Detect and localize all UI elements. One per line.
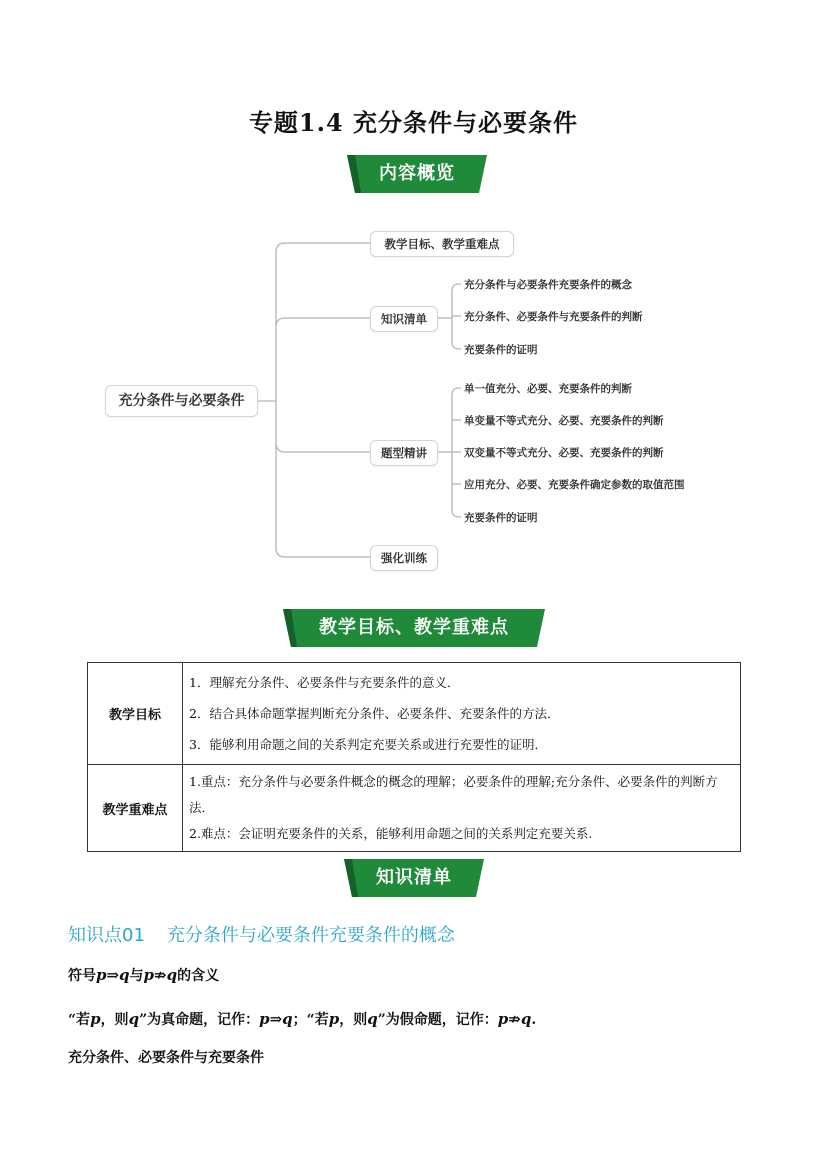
page-title: 专题1.4 充分条件与必要条件 xyxy=(248,108,579,137)
goal-line: 3．能够利用命题之间的关系判定充要关系或进行充要性的证明． xyxy=(189,737,547,752)
mindmap-branch-training: 强化训练 xyxy=(370,545,438,571)
var-p: p xyxy=(328,1010,340,1028)
text: ；“若 xyxy=(292,1012,329,1028)
banner-label: 内容概览 xyxy=(379,163,455,184)
knowledge-banner xyxy=(344,859,484,897)
var-p: p xyxy=(90,1010,101,1028)
implies-symbol: p⇒q xyxy=(259,1010,293,1028)
definition-line xyxy=(68,1009,536,1029)
table-cell xyxy=(183,663,741,765)
table-row-header: 教学重难点 xyxy=(88,765,183,852)
mindmap-leaf: 单变量不等式充分、必要、充要条件的判断 xyxy=(464,415,664,427)
text: 的含义 xyxy=(177,968,220,984)
text: ”为真命题，记作： xyxy=(139,1012,260,1028)
text: ”为假命题，记作： xyxy=(377,1012,498,1028)
goal-line: 1．理解充分条件、必要条件与充要条件的意义． xyxy=(189,675,460,690)
text: 符号 xyxy=(68,968,96,984)
text: ，则 xyxy=(339,1012,368,1028)
goals-table xyxy=(87,662,741,852)
not-implies-symbol: p⇏q xyxy=(143,966,178,984)
knowledge-point-number: 知识点01 xyxy=(68,925,145,946)
banner-label: 教学目标、教学重难点 xyxy=(319,617,509,638)
table-row-header: 教学目标 xyxy=(88,663,183,765)
implies-symbol: p⇒q xyxy=(96,966,130,984)
mindmap-leaf: 应用充分、必要、充要条件确定参数的取值范围 xyxy=(464,479,685,491)
mindmap-leaf: 充分条件与必要条件充要条件的概念 xyxy=(464,279,632,291)
text: . xyxy=(531,1012,537,1028)
mindmap-branch-question-types: 题型精讲 xyxy=(370,440,438,466)
goals-banner xyxy=(283,609,545,647)
var-q: q xyxy=(128,1010,140,1028)
difficulty-line: 2.难点：会证明充要条件的关系，能够利用命题之间的关系判定充要关系. xyxy=(189,826,593,841)
symbol-meaning-line xyxy=(68,965,219,985)
not-implies-symbol: p⇏q xyxy=(497,1010,532,1028)
var-q: q xyxy=(367,1010,378,1028)
difficulty-line: 1.重点：充分条件与必要条件概念的概念的理解；必要条件的理解;充分条件、必要条件的判断方法． xyxy=(189,774,718,815)
text: ，则 xyxy=(100,1012,129,1028)
mindmap-leaf: 单一值充分、必要、充要条件的判断 xyxy=(464,383,632,395)
mindmap-leaf: 充分条件、必要条件与充要条件的判断 xyxy=(464,311,643,323)
subheading: 充分条件、必要条件与充要条件 xyxy=(68,1050,264,1066)
mindmap-leaf: 双变量不等式充分、必要、充要条件的判断 xyxy=(464,447,664,459)
goal-line: 2．结合具体命题掌握判断充分条件、必要条件、充要条件的方法． xyxy=(189,706,560,721)
mindmap-leaf: 充要条件的证明 xyxy=(464,512,538,524)
table-cell xyxy=(183,765,741,852)
banner-label: 知识清单 xyxy=(376,867,452,888)
mindmap-branch-goals: 教学目标、教学重难点 xyxy=(370,231,514,257)
knowledge-point-heading xyxy=(68,921,477,947)
mindmap-branch-knowledge: 知识清单 xyxy=(370,306,438,332)
text: “若 xyxy=(68,1012,91,1028)
table-row xyxy=(88,765,741,852)
mindmap-root: 充分条件与必要条件 xyxy=(105,385,258,417)
table-row xyxy=(88,663,741,765)
knowledge-point-title: 充分条件与必要条件充要条件的概念 xyxy=(166,925,455,946)
mindmap-leaf: 充要条件的证明 xyxy=(464,344,538,356)
text: 与 xyxy=(129,968,144,984)
